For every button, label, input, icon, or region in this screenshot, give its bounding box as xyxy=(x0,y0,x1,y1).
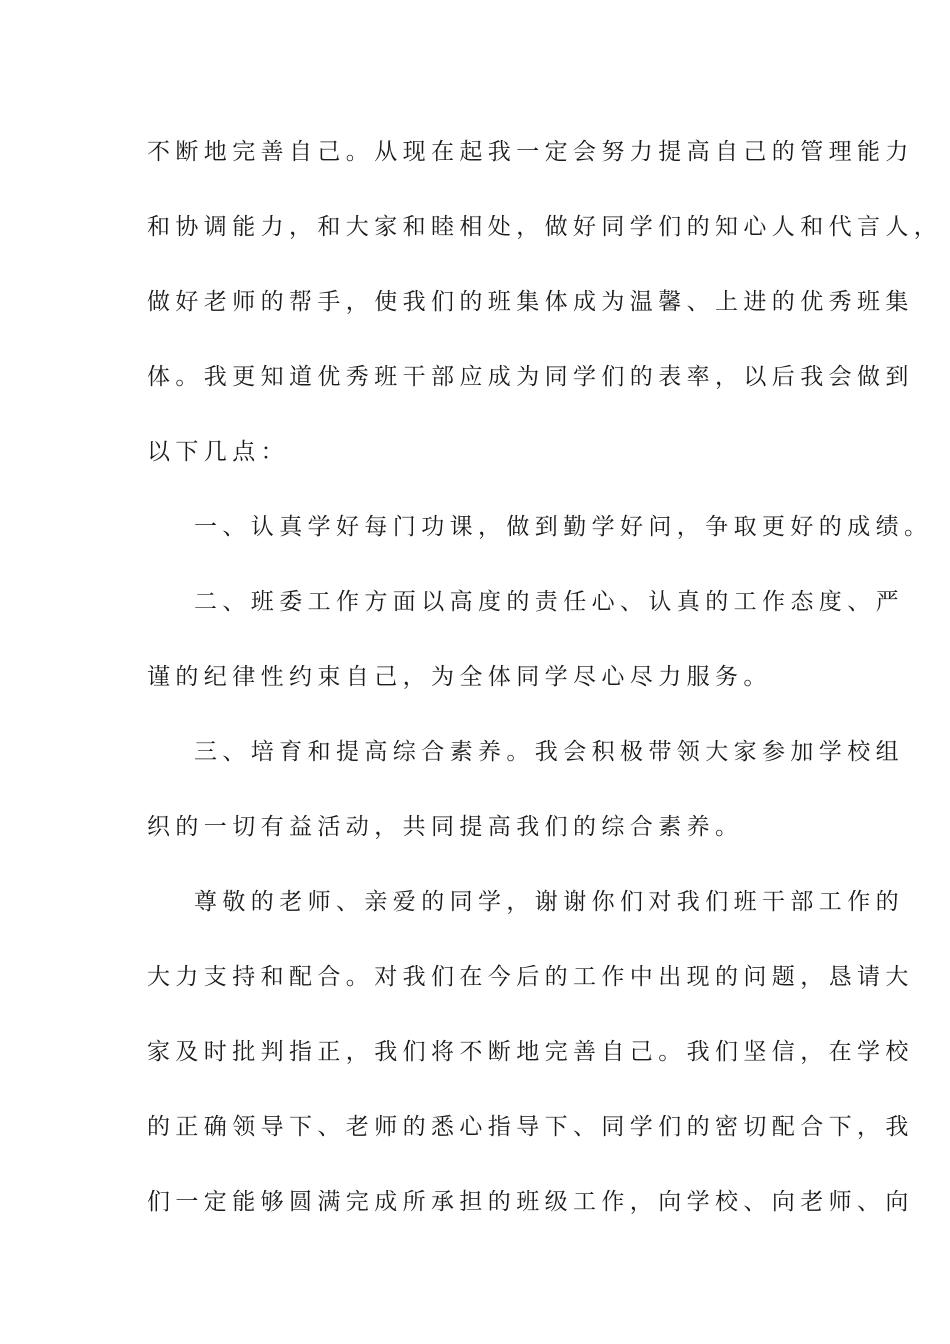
text-line: 一、认真学好每门功课，做到勤学好问，争取更好的成绩。 xyxy=(194,514,933,540)
text-line: 大力支持和配合。对我们在今后的工作中出现的问题，恳请大 xyxy=(147,964,914,990)
text-line: 二、班委工作方面以高度的责任心、认真的工作态度、严 xyxy=(194,589,904,615)
text-line: 以下几点： xyxy=(147,439,289,465)
text-line: 体。我更知道优秀班干部应成为同学们的表率，以后我会做到 xyxy=(147,364,914,390)
text-line: 们一定能够圆满完成所承担的班级工作，向学校、向老师、向 xyxy=(147,1189,914,1215)
text-line: 家及时批判指正，我们将不断地完善自己。我们坚信，在学校 xyxy=(147,1039,914,1065)
text-line: 织的一切有益活动，共同提高我们的综合素养。 xyxy=(147,814,744,840)
text-line: 不断地完善自己。从现在起我一定会努力提高自己的管理能力 xyxy=(147,139,914,165)
text-line: 的正确领导下、老师的悉心指导下、同学们的密切配合下，我 xyxy=(147,1114,914,1140)
text-line: 尊敬的老师、亲爱的同学，谢谢你们对我们班干部工作的 xyxy=(194,889,904,915)
text-line: 做好老师的帮手，使我们的班集体成为温馨、上进的优秀班集 xyxy=(147,289,914,315)
text-line: 谨的纪律性约束自己，为全体同学尽心尽力服务。 xyxy=(147,664,772,690)
text-line: 三、培育和提高综合素养。我会积极带领大家参加学校组 xyxy=(194,739,904,765)
text-line: 和协调能力，和大家和睦相处，做好同学们的知心人和代言人， xyxy=(147,214,943,240)
